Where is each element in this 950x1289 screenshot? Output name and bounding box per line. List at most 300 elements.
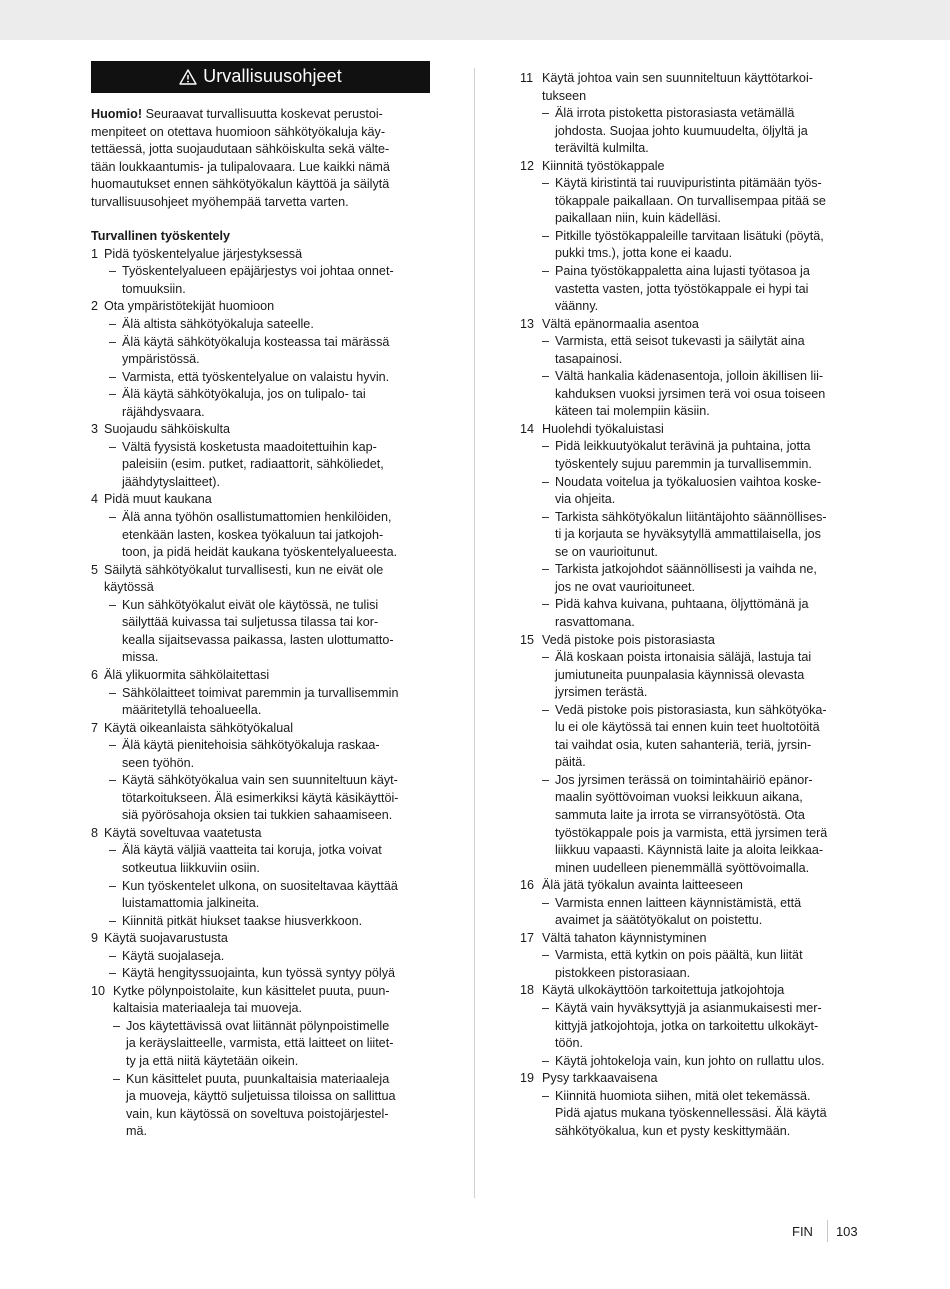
dash-bullet: [542, 123, 555, 141]
dash-bullet: [542, 579, 555, 597]
dash-bullet: –: [109, 966, 117, 981]
sub-item-text: Kun työskentelet ulkona, on suositeltavaa käyttää: [122, 878, 398, 893]
dash-bullet: –: [109, 738, 117, 753]
item-heading-line: [91, 720, 430, 738]
sub-item-text: Käytä suojalaseja.: [122, 948, 225, 963]
sub-item-text: ja muoveja, käyttö suljetuissa tiloissa on sallittua: [126, 1089, 396, 1104]
sub-item-line: [91, 439, 430, 457]
sub-item-text: sammuta laite ja irrota se virransyötöstä. Ota: [555, 807, 805, 822]
list-item: [520, 421, 860, 632]
sub-item-text: pistokkeen pistorasiaan.: [555, 965, 691, 980]
item-heading-text: Älä ylikuormita sähkölaitettasi: [104, 667, 270, 682]
dash-bullet: [542, 298, 555, 316]
dash-bullet: –: [542, 702, 550, 717]
sub-item-line: [91, 685, 430, 703]
sub-item-text: Älä käytä sähkötyökaluja, jos on tulipalo- tai: [122, 387, 366, 402]
sub-item-line: [91, 965, 430, 983]
left-column: [91, 61, 430, 1141]
sub-item-line: [520, 386, 860, 404]
dash-bullet: –: [109, 597, 117, 612]
sub-item-line: [520, 403, 860, 421]
sub-item-line: [91, 474, 430, 492]
sub-item-line: [520, 1105, 860, 1123]
sub-item-line: [91, 1018, 430, 1036]
dash-bullet: –: [542, 509, 550, 524]
dash-bullet: [109, 281, 122, 299]
sub-item-line: [91, 1053, 430, 1071]
sub-item-text: sotkeutua liikkuviin osiin.: [122, 860, 260, 875]
dash-bullet: [542, 281, 555, 299]
sub-item-line: [520, 667, 860, 685]
sub-item-text: toon, ja pidä heidät kaukana työskentelyalueesta.: [122, 545, 398, 560]
dash-bullet: [542, 860, 555, 878]
item-number: 15: [520, 632, 535, 647]
item-heading-line: [91, 491, 430, 509]
right-instruction-list: [520, 70, 860, 1140]
dash-bullet: [113, 1035, 126, 1053]
item-number: 7: [91, 720, 99, 735]
sub-item-line: [91, 860, 430, 878]
sub-item-line: [91, 948, 430, 966]
dash-bullet: [542, 825, 555, 843]
list-item: [91, 562, 430, 667]
sub-item-line: [520, 333, 860, 351]
sub-item-line: [520, 684, 860, 702]
item-heading-text: käytössä: [104, 580, 154, 595]
list-item: [520, 982, 860, 1070]
column-divider: [474, 68, 475, 1198]
dash-bullet: [542, 351, 555, 369]
dash-bullet: [109, 755, 122, 773]
sub-item-text: missa.: [122, 650, 159, 665]
dash-bullet: [109, 456, 122, 474]
warning-icon: [179, 69, 197, 85]
list-item: [91, 491, 430, 561]
sub-item-text: sähkötyökalua, kun et pysty keskittymään.: [555, 1123, 791, 1138]
intro-line: tettäessä, jotta suojaudutaan sähköiskulta sekä välte-: [91, 142, 390, 157]
sub-item-text: Älä irrota pistoketta pistorasiasta vetämällä: [555, 106, 795, 121]
sub-item-line: [520, 263, 860, 281]
sub-item-text: jumiutuneita puunpalasia käynnissä olevasta: [555, 667, 805, 682]
item-heading-text: Käytä oikeanlaista sähkötyökalual: [104, 720, 294, 735]
sub-item-line: [520, 579, 860, 597]
dash-bullet: –: [113, 1018, 121, 1033]
dash-bullet: [109, 649, 122, 667]
dash-bullet: –: [542, 948, 550, 963]
item-heading-text: Kiinnitä työstökappale: [542, 158, 665, 173]
item-number: 12: [520, 158, 535, 173]
top-band: [0, 0, 950, 40]
sub-item-text: Käytä vain hyväksyttyjä ja asianmukaisesti mer-: [555, 1000, 822, 1015]
dash-bullet: [542, 912, 555, 930]
dash-bullet: [109, 351, 122, 369]
item-heading-text: Pidä työskentelyalue järjestyksessä: [104, 246, 303, 261]
sub-item-line: [520, 772, 860, 790]
sub-item-text: Älä käytä väljiä vaatteita tai koruja, jotka voivat: [122, 843, 382, 858]
item-number: 16: [520, 878, 535, 893]
item-number: 10: [91, 983, 106, 998]
item-heading-text: Käytä johtoa vain sen suunniteltuun käyttötarkoi-: [542, 71, 813, 85]
sub-item-text: Työskentelyalueen epäjärjestys voi johtaa onnet-: [122, 264, 394, 279]
sub-item-line: [520, 140, 860, 158]
sub-item-text: Kun sähkötyökalut eivät ole käytössä, ne tulisi: [122, 597, 379, 612]
list-item: [520, 1070, 860, 1140]
item-number: [91, 1000, 113, 1018]
sub-item-text: Pitkille työstökappaleille tarvitaan lisätuki (pöytä,: [555, 228, 824, 243]
item-heading-line: [520, 982, 860, 1000]
dash-bullet: [109, 702, 122, 720]
sub-item-line: [91, 772, 430, 790]
sub-item-text: Älä anna työhön osallistumattomien henkilöiden,: [122, 510, 392, 525]
dash-bullet: [542, 614, 555, 632]
dash-bullet: –: [542, 562, 550, 577]
item-heading-text: Pidä muut kaukana: [104, 492, 212, 507]
sub-item-text: Varmista, että seisot tukevasti ja säilytät aina: [555, 334, 805, 349]
list-item: [91, 421, 430, 491]
list-item: [520, 316, 860, 421]
sub-item-line: [520, 456, 860, 474]
sub-item-line: [520, 754, 860, 772]
sub-item-text: luistamattomia jalkineita.: [122, 896, 260, 911]
dash-bullet: –: [542, 439, 550, 454]
sub-item-text: tötarkoitukseen. Älä esimerkiksi käytä käsikäyttöi-: [122, 790, 399, 805]
dash-bullet: [542, 491, 555, 509]
sub-item-line: [520, 175, 860, 193]
dash-bullet: –: [109, 510, 117, 525]
sub-item-text: via ohjeita.: [555, 492, 616, 507]
item-heading-line: [91, 930, 430, 948]
item-heading-line: [520, 70, 860, 88]
item-heading-line: [520, 877, 860, 895]
sub-item-text: Jos jyrsimen terässä on toimintahäiriö epänor-: [555, 772, 813, 787]
dash-bullet: [542, 386, 555, 404]
list-item: [520, 877, 860, 930]
page-number: 103: [835, 1223, 858, 1239]
sub-item-text: käteen tai molempiin käsiin.: [555, 404, 710, 419]
sub-item-text: Käytä hengityssuojainta, kun työssä syntyy pölyä: [122, 966, 396, 981]
dash-bullet: [109, 544, 122, 562]
item-heading-line: [520, 930, 860, 948]
dash-bullet: –: [109, 948, 117, 963]
dash-bullet: –: [542, 369, 550, 384]
item-heading-line: [91, 298, 430, 316]
sub-item-text: tai vaihdat osia, kuten sahanteriä, teriä, jyrsin-: [555, 737, 812, 752]
list-item: [91, 246, 430, 299]
sub-item-line: [91, 702, 430, 720]
sub-item-text: se on vaurioitunut.: [555, 544, 658, 559]
item-heading-text: Ota ympäristötekijät huomioon: [104, 299, 275, 314]
sub-item-text: maalin syöttövoiman vuoksi leikkuun aikana,: [555, 790, 803, 805]
intro-line: tään loukkaantumis- ja tulipalovaara. Lue kaikki nämä: [91, 159, 390, 174]
item-number: 2: [91, 299, 99, 314]
dash-bullet: [542, 1018, 555, 1036]
item-heading-line: [520, 316, 860, 334]
item-heading-text: Vältä epänormaalia asentoa: [542, 316, 699, 331]
dash-bullet: –: [109, 369, 117, 384]
sub-item-text: Kiinnitä huomiota siihen, mitä olet tekemässä.: [555, 1088, 811, 1103]
sub-item-text: Tarkista jatkojohdot säännöllisesti ja vaihda ne,: [555, 562, 817, 577]
sub-item-line: [91, 597, 430, 615]
sub-item-text: vain, kun käytössä on soveltuva poistojärjestel-: [126, 1106, 389, 1121]
item-heading-text: tukseen: [542, 88, 587, 103]
page-title: Urvallisuusohjeet: [203, 66, 342, 87]
sub-item-line: [520, 614, 860, 632]
list-item: [91, 825, 430, 930]
intro-paragraph: [91, 106, 430, 211]
dash-bullet: –: [542, 650, 550, 665]
sub-item-text: pukki tms.), jotta kone ei kaadu.: [555, 246, 733, 261]
sub-item-text: lu ei ole käytössä tai ennen kuin teet huoltotöitä: [555, 720, 820, 735]
sub-item-line: [91, 878, 430, 896]
sub-item-line: [91, 1088, 430, 1106]
dash-bullet: –: [109, 773, 117, 788]
sub-item-text: määritetyllä tehoalueella.: [122, 703, 262, 718]
item-number: 11: [520, 71, 534, 85]
sub-item-text: paikallaan niin, kuin kädelläsi.: [555, 211, 721, 226]
sub-item-line: [91, 334, 430, 352]
sub-item-line: [520, 842, 860, 860]
sub-item-text: teräviltä kulmilta.: [555, 141, 649, 156]
sub-item-text: johdosta. Suojaa johto kuumuudelta, öljyltä ja: [555, 123, 808, 138]
dash-bullet: –: [542, 334, 550, 349]
dash-bullet: –: [542, 176, 550, 191]
sub-item-text: Paina työstökappaletta aina lujasti työtasoa ja: [555, 264, 810, 279]
sub-item-line: [520, 544, 860, 562]
sub-item-text: rasvattomana.: [555, 614, 635, 629]
sub-item-text: kahduksen vuoksi jyrsimen terä voi osua toiseen: [555, 386, 826, 401]
sub-item-line: [91, 632, 430, 650]
dash-bullet: [109, 404, 122, 422]
intro-line: [91, 106, 430, 124]
left-instruction-list: [91, 246, 430, 1141]
sub-item-text: Vältä hankalia kädenasentoja, jolloin äkillisen lii-: [555, 369, 824, 384]
item-number: [520, 88, 542, 106]
dash-bullet: –: [109, 843, 117, 858]
sub-item-text: Tarkista sähkötyökalun liitäntäjohto säännöllises-: [555, 509, 827, 524]
item-heading-text: Käytä ulkokäyttöön tarkoitettuja jatkojohtoja: [542, 983, 785, 998]
item-number: 3: [91, 422, 99, 437]
list-item: [91, 930, 430, 983]
dash-bullet: [542, 1123, 555, 1141]
sub-item-text: väänny.: [555, 299, 599, 314]
sub-item-line: [520, 228, 860, 246]
dash-bullet: [542, 719, 555, 737]
sub-item-line: [520, 789, 860, 807]
sub-item-text: Käytä kiristintä tai ruuvipuristinta pitämään työs-: [555, 176, 822, 191]
dash-bullet: [542, 667, 555, 685]
sub-item-line: [520, 1088, 860, 1106]
item-number: 17: [520, 930, 535, 945]
item-heading-line: [91, 1000, 430, 1018]
sub-item-text: Kiinnitä pitkät hiukset taakse hiusverkkoon.: [122, 913, 363, 928]
sub-item-text: jyrsimen terästä.: [555, 685, 648, 700]
sub-item-text: kealla sijaitsevassa paikassa, lasten ulottumatto-: [122, 632, 394, 647]
item-heading-line: [91, 579, 430, 597]
item-heading-text: Käytä soveltuvaa vaatetusta: [104, 825, 262, 840]
sub-item-text: Vältä fyysistä kosketusta maadoitettuihin kap-: [122, 439, 377, 454]
item-heading-text: Huolehdi työkaluistasi: [542, 421, 664, 436]
dash-bullet: [113, 1106, 126, 1124]
dash-bullet: –: [542, 228, 550, 243]
sub-item-text: Pidä kahva kuivana, puhtaana, öljyttömänä ja: [555, 597, 809, 612]
sub-item-text: Älä käytä pienitehoisia sähkötyökaluja raskaa-: [122, 738, 380, 753]
sub-item-text: Jos käytettävissä ovat liitännät pölynpoistimelle: [126, 1018, 390, 1033]
sub-item-line: [520, 438, 860, 456]
item-number: 9: [91, 931, 99, 946]
sub-item-line: [520, 368, 860, 386]
item-number: 8: [91, 825, 99, 840]
item-heading-line: [520, 88, 860, 106]
sub-item-text: Kun käsittelet puuta, puunkaltaisia materiaaleja: [126, 1071, 390, 1086]
dash-bullet: [542, 1105, 555, 1123]
sub-item-text: mä.: [126, 1124, 147, 1139]
sub-item-text: Käytä sähkötyökalua vain sen suunniteltuun käyt-: [122, 773, 398, 788]
dash-bullet: –: [542, 1000, 550, 1015]
sub-item-text: vastetta vasten, jotta työstökappale ei hypi tai: [555, 281, 809, 296]
dash-bullet: –: [542, 474, 550, 489]
sub-item-text: työstökappale pois ja varmista, että jyrsimen terä: [555, 825, 828, 840]
dash-bullet: [109, 614, 122, 632]
sub-item-line: [520, 245, 860, 263]
sub-item-line: [91, 509, 430, 527]
sub-item-line: [91, 1106, 430, 1124]
sub-item-text: Varmista ennen laitteen käynnistämistä, että: [555, 895, 802, 910]
sub-item-line: [91, 316, 430, 334]
sub-item-text: ja keräyslaitteelle, varmista, että laitteet on liitet-: [126, 1036, 394, 1051]
section-heading: Turvallinen työskentely: [91, 229, 231, 244]
dash-bullet: –: [109, 334, 117, 349]
dash-bullet: –: [542, 772, 550, 787]
sub-item-text: Sähkölaitteet toimivat paremmin ja turvallisemmin: [122, 685, 399, 700]
section-title-bar: [91, 61, 430, 93]
dash-bullet: –: [109, 878, 117, 893]
item-number: [91, 579, 104, 597]
dash-bullet: –: [109, 913, 117, 928]
item-heading-line: [91, 246, 430, 264]
dash-bullet: –: [109, 685, 117, 700]
dash-bullet: [542, 140, 555, 158]
sub-item-line: [520, 491, 860, 509]
dash-bullet: –: [542, 1053, 550, 1068]
sub-item-text: liikkuu vapaasti. Käynnistä laite ja aloita leikkaa-: [555, 843, 824, 858]
item-heading-line: [91, 825, 430, 843]
dash-bullet: [542, 789, 555, 807]
sub-item-text: seen työhön.: [122, 755, 195, 770]
sub-item-text: säilyttää kuivassa tai suljetussa tilassa tai kor-: [122, 615, 379, 630]
sub-item-line: [91, 263, 430, 281]
dash-bullet: –: [113, 1071, 121, 1086]
sub-item-line: [520, 807, 860, 825]
page-footer: [792, 1220, 858, 1242]
dash-bullet: [542, 193, 555, 211]
item-heading-line: [91, 667, 430, 685]
intro-line: huomautukset ennen sähkötyökalun käyttöä ja säilytä: [91, 177, 390, 192]
sub-item-text: Vedä pistoke pois pistorasiasta, kun sähkötyöka-: [555, 702, 827, 717]
sub-item-text: tasapainosi.: [555, 351, 623, 366]
sub-item-line: [520, 860, 860, 878]
item-heading-text: Älä jätä työkalun avainta laitteeseen: [542, 878, 743, 893]
right-column: [520, 70, 860, 1140]
sub-item-text: kittyjä jatkojohtoja, jotka on tarkoitettu ulkokäyt-: [555, 1018, 819, 1033]
sub-item-text: räjähdysvaara.: [122, 404, 205, 419]
list-item: [91, 667, 430, 720]
sub-item-line: [520, 193, 860, 211]
dash-bullet: [109, 790, 122, 808]
sub-item-text: avaimet ja säätötyökalut on poistettu.: [555, 913, 763, 928]
sub-item-text: ty ja että niitä käytetään oikein.: [126, 1053, 299, 1068]
sub-item-line: [520, 737, 860, 755]
sub-item-text: Käytä johtokeloja vain, kun johto on rullattu ulos.: [555, 1053, 825, 1068]
item-number: 14: [520, 421, 535, 436]
sub-item-line: [520, 281, 860, 299]
list-item: [520, 930, 860, 983]
item-number: 6: [91, 667, 99, 682]
item-heading-text: Kytke pölynpoistolaite, kun käsittelet puuta, puun-: [113, 983, 390, 998]
dash-bullet: –: [109, 387, 117, 402]
list-item: [91, 720, 430, 825]
sub-item-line: [520, 825, 860, 843]
sub-item-line: [91, 351, 430, 369]
sub-item-text: Älä koskaan poista irtonaisia säläjä, lastuja tai: [555, 650, 812, 665]
item-number: 4: [91, 492, 99, 507]
sub-item-text: päitä.: [555, 755, 586, 770]
sub-item-text: siä pyörösahoja oksien tai tukkien sahaamiseen.: [122, 808, 393, 823]
sub-item-line: [91, 456, 430, 474]
dash-bullet: [542, 1035, 555, 1053]
dash-bullet: –: [109, 439, 117, 454]
dash-bullet: –: [542, 264, 550, 279]
sub-item-text: ti ja korjauta se hyväksytyllä ammattilaisella, jos: [555, 527, 821, 542]
list-item: [520, 158, 860, 316]
sub-item-line: [520, 702, 860, 720]
sub-item-text: tökappale paikallaan. On turvallisempaa pitää se: [555, 193, 826, 208]
sub-item-line: [520, 210, 860, 228]
sub-item-line: [520, 1123, 860, 1141]
sub-item-line: [91, 527, 430, 545]
dash-bullet: [542, 245, 555, 263]
sub-item-line: [520, 912, 860, 930]
dash-bullet: [109, 807, 122, 825]
sub-item-line: [91, 1071, 430, 1089]
sub-item-line: [520, 298, 860, 316]
list-item: [520, 70, 860, 158]
item-number: 13: [520, 316, 535, 331]
sub-item-text: etenkään lasten, koskea työkaluun tai jatkojoh-: [122, 527, 384, 542]
sub-item-line: [91, 369, 430, 387]
dash-bullet: [109, 474, 122, 492]
sub-item-text: paleisiin (esim. putket, radiaattorit, sähköliedet,: [122, 457, 384, 472]
sub-item-line: [520, 509, 860, 527]
sub-item-line: [520, 351, 860, 369]
dash-bullet: [542, 544, 555, 562]
sub-item-line: [91, 895, 430, 913]
sub-item-text: Pidä leikkuutyökalut terävinä ja puhtaina, jotta: [555, 439, 811, 454]
sub-item-line: [91, 737, 430, 755]
sub-item-text: tomuuksiin.: [122, 281, 186, 296]
sub-item-line: [520, 895, 860, 913]
sub-item-text: Pidä ajatus mukana työskennellessäsi. Älä käytä: [555, 1106, 827, 1121]
dash-bullet: [542, 684, 555, 702]
dash-bullet: [113, 1053, 126, 1071]
intro-line-text: Seuraavat turvallisuutta koskevat perustoi-: [142, 107, 383, 121]
dash-bullet: [542, 210, 555, 228]
item-heading-text: Suojaudu sähköiskulta: [104, 422, 231, 437]
sub-item-line: [520, 649, 860, 667]
item-heading-line: [520, 1070, 860, 1088]
sub-item-text: Varmista, että työskentelyalue on valaistu hyvin.: [122, 369, 390, 384]
item-heading-text: Vältä tahaton käynnistyminen: [542, 930, 707, 945]
item-number: 18: [520, 983, 535, 998]
